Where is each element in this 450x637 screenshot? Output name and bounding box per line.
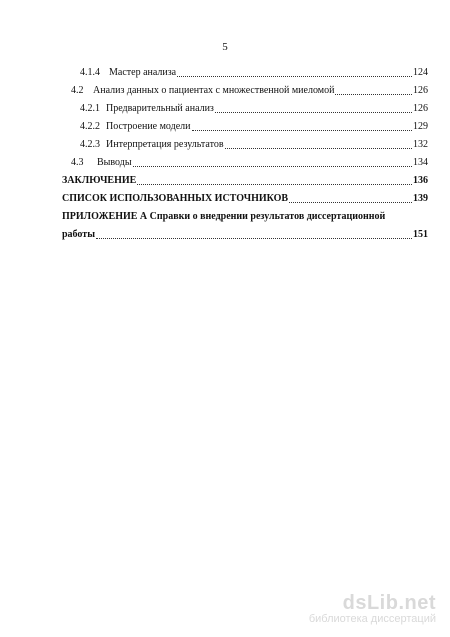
toc-entry-number: 4.2.1 — [80, 103, 100, 114]
toc-dot-leader — [289, 194, 412, 203]
watermark-logo: dsLib.net — [342, 592, 436, 614]
toc-entry-references[interactable] — [62, 192, 428, 206]
toc-entry-title: Построение модели — [106, 121, 191, 132]
toc-entry-4-2-2[interactable] — [80, 120, 428, 134]
toc-entry-title: Предварительный анализ — [106, 103, 214, 114]
toc-entry-appendix-a-line1[interactable] — [62, 210, 428, 224]
toc-entry-title: ЗАКЛЮЧЕНИЕ — [62, 175, 137, 186]
toc-entry-4-2-3[interactable] — [80, 138, 428, 152]
toc-entry-page: 126 — [413, 85, 428, 96]
toc-entry-title: Выводы — [97, 157, 132, 168]
toc-entry-number: 4.2 — [71, 85, 84, 96]
watermark — [309, 592, 436, 625]
toc-entry-4-2[interactable] — [71, 84, 428, 98]
toc-entry-4-1-4[interactable] — [80, 66, 428, 80]
toc-entry-title: Анализ данных о пациентах с множественной миеломой — [93, 85, 335, 96]
toc-entry-title: Мастер анализа — [109, 67, 177, 78]
toc-entry-appendix-a-line2[interactable] — [62, 228, 428, 242]
toc-dot-leader — [133, 158, 412, 167]
watermark-subtitle: библиотека диссертаций — [308, 613, 436, 625]
toc-entry-page: 132 — [413, 139, 428, 150]
toc-dot-leader — [335, 86, 412, 95]
toc-entry-page: 134 — [413, 157, 428, 168]
toc-entry-page: 136 — [413, 175, 428, 186]
toc-entry-4-3[interactable] — [71, 156, 428, 170]
toc-entry-number: 4.1.4 — [80, 67, 100, 78]
toc-entry-number: 4.2.3 — [80, 139, 100, 150]
toc-entry-title: Интерпретация результатов — [106, 139, 224, 150]
toc-entry-title: СПИСОК ИСПОЛЬЗОВАННЫХ ИСТОЧНИКОВ — [62, 193, 289, 204]
toc-entry-number: 4.3 — [71, 157, 84, 168]
toc-entry-page: 151 — [413, 229, 428, 240]
toc-dot-leader — [137, 176, 412, 185]
toc-entry-title: работы — [62, 229, 96, 240]
toc-dot-leader — [177, 68, 412, 77]
toc-dot-leader — [225, 140, 412, 149]
toc-entry-page: 124 — [413, 67, 428, 78]
toc-entry-title: ПРИЛОЖЕНИЕ А Справки о внедрении результатов диссертационной — [62, 211, 386, 222]
toc-dot-leader — [96, 230, 412, 239]
toc-entry-conclusion[interactable] — [62, 174, 428, 188]
toc-dot-leader — [192, 122, 412, 131]
toc-entry-page: 129 — [413, 121, 428, 132]
toc-entry-4-2-1[interactable] — [80, 102, 428, 116]
toc-entry-page: 139 — [413, 193, 428, 204]
toc-dot-leader — [215, 104, 412, 113]
toc-entry-page: 126 — [413, 103, 428, 114]
page-number: 5 — [222, 41, 228, 53]
toc-entry-number: 4.2.2 — [80, 121, 100, 132]
